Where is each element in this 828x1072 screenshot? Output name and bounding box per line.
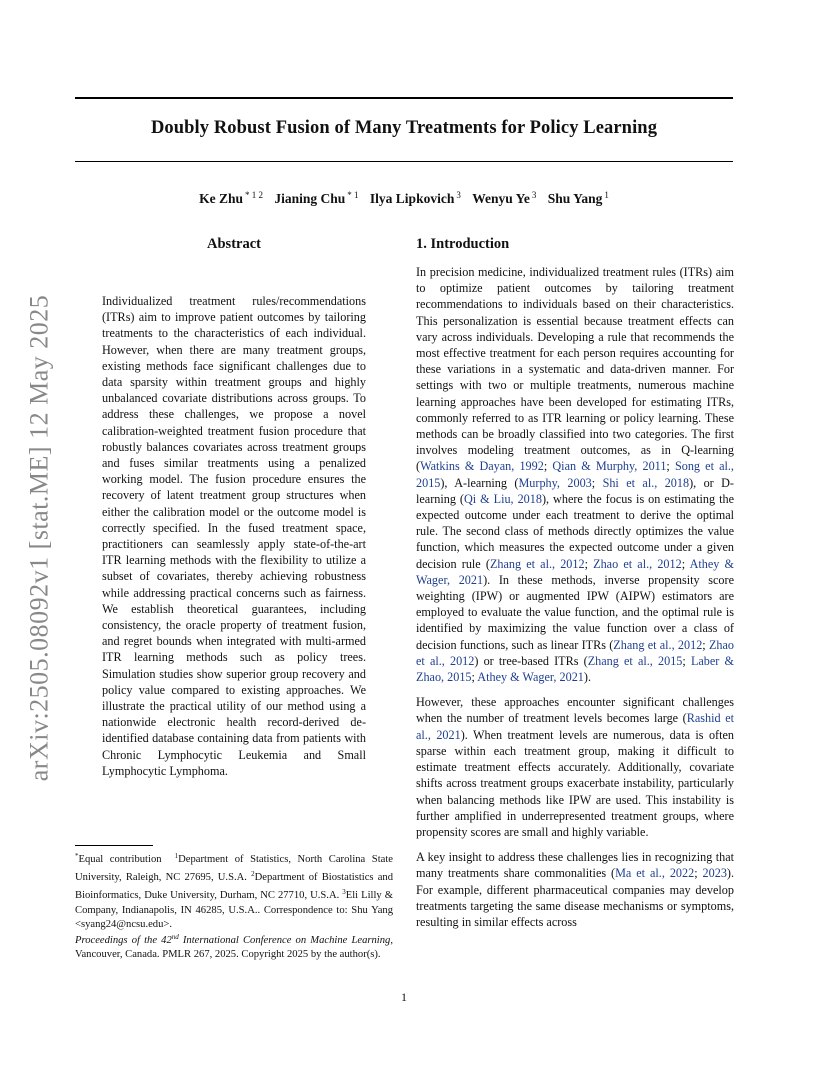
abstract-heading: Abstract: [207, 236, 261, 252]
intro-text: However, these approaches encounter significant challenges when the number of treatment levels becomes large (: [416, 695, 734, 726]
footnote-rule: [75, 845, 153, 846]
citation-link[interactable]: Zhao et al., 2012: [593, 556, 682, 571]
citation-link[interactable]: Watkins & Dayan, 1992: [420, 459, 544, 474]
author-list: [75, 190, 733, 207]
footnote: *Equal contribution $^1$Department of Statistics, North Carolina State University, Raleigh, NC 27695, U.S.A. $^2$Department of Biostatistics and Bioinformatics, Duke University, Durham, NC 27710, U.S.A. $^3$Eli Lilly & Company, Indianapolis, IN 46285, U.S.A.. Correspondence to: Shu Yang <syang24@ncsu.edu>.: [75, 852, 393, 930]
intro-text: In precision medicine, individualized treatment rules (ITRs) aim to optimize patient outcomes by tailoring treatment recommendations to individuals based on their characteristics. This personalization is essential because treatment effects can vary across individuals. Developing a rule that recommends the most effective treatment for each person requires accounting for these variations in a systematic and data-driven manner. For settings with two or multiple treatments, numerous machine learning approaches have been developed for estimating ITRs, commonly referred to as ITR learning or policy learning. These methods can be broadly classified into two categories. The first involves modeling treatment outcomes, as in Q-learning (: [416, 265, 734, 474]
intro-text: ;: [702, 637, 709, 652]
intro-text: ), or D-learning (: [416, 475, 734, 506]
intro-text: A key insight to address these challenges lies in recognizing that many treatments share commonalities (: [416, 850, 734, 881]
paper-title: Doubly Robust Fusion of Many Treatments for Policy Learning: [150, 118, 658, 138]
citation-link[interactable]: Qi & Liu, 2018: [463, 491, 542, 506]
citation-link[interactable]: Ma et al., 2022: [615, 866, 695, 881]
author: Ke Zhu $^{* 1 2}$: [199, 190, 263, 206]
intro-text: ;: [694, 866, 703, 881]
introduction-body: [416, 264, 734, 939]
proceedings-note: Proceedings of the 42nd International Conference on Machine Learning, Vancouver, Canada. PMLR 267, 2025. Copyright 2025 by the author(s).: [75, 933, 393, 961]
author: Wenyu Ye $^3$: [472, 190, 537, 206]
citation-link[interactable]: Zhang et al., 2012: [613, 637, 703, 652]
citation-link[interactable]: Zhang et al., 2015: [587, 653, 683, 668]
author: Jianing Chu $^{* 1}$: [274, 190, 359, 206]
citation-link[interactable]: Shi et al., 2018: [602, 475, 690, 490]
citation-link[interactable]: Qian & Murphy, 2011: [552, 459, 667, 474]
author: Shu Yang $^1$: [547, 190, 609, 206]
page-number: 1: [401, 990, 407, 1004]
intro-text: ).: [583, 670, 592, 685]
intro-text: ) or tree-based ITRs (: [474, 653, 588, 668]
citation-link[interactable]: Zhao et al., 2012: [416, 637, 734, 668]
citation-link[interactable]: Rashid et al., 2021: [416, 711, 734, 742]
intro-paragraph-2: [416, 694, 734, 840]
intro-text: ), A-learning (: [440, 475, 519, 490]
intro-text: ). In these methods, inverse propensity score weighting (IPW) or augmented IPW (AIPW) estimators are employed to evaluate the value function, and the optimal rule is identified by maximizing the value function over a class of decision functions, such as linear ITRs (: [416, 572, 734, 652]
intro-text: ;: [666, 459, 675, 474]
intro-text: ;: [584, 556, 594, 571]
intro-text: ;: [682, 653, 691, 668]
title-bottom-rule: [75, 161, 733, 162]
introduction-heading: 1. Introduction: [416, 236, 510, 252]
intro-text: ). For example, different pharmaceutical companies may develop treatments targeting the same disease mechanisms or symptoms, resulting in similar effects across: [416, 866, 735, 929]
citation-link[interactable]: Athey & Wager, 2021: [416, 556, 734, 587]
intro-text: ;: [681, 556, 690, 571]
intro-text: ;: [591, 475, 603, 490]
intro-text: ;: [471, 670, 478, 685]
citation-link[interactable]: Zhang et al., 2012: [489, 556, 585, 571]
intro-paragraph-3: [416, 849, 734, 930]
citation-link[interactable]: Athey & Wager, 2021: [477, 670, 584, 685]
intro-paragraph-1: [416, 264, 734, 685]
title-top-rule: [75, 97, 733, 99]
abstract-body: Individualized treatment rules/recommendations (ITRs) aim to improve patient outcomes by tailoring treatments to the characteristics of each individual. However, when there are many treatment groups, existing methods face significant challenges due to data sparsity within treatment groups and highly unbalanced covariate distributions across groups. To address these challenges, we propose a novel calibration-weighted treatment fusion procedure that robustly balances covariates across treatment groups and fuses similar treatments using a penalized working model. The fusion procedure ensures the recovery of latent treatment group structures when either the calibration model or the outcome model is correctly specified. In the fused treatment space, practitioners can seamlessly apply state-of-the-art ITR learning methods with the flexibility to utilize a subset of covariates, thereby achieving robustness while addressing practical concerns such as fairness. We establish theoretical guarantees, including consistency, the oracle property of treatment fusion, and regret bounds when integrated with multi-armed ITR learning methods such as policy trees. Simulation studies show superior group recovery and policy value compared to existing approaches. We illustrate the practical utility of our method using a nationwide electronic health record-derived de-identified database containing data from patients with Chronic Lymphocytic Leukemia and Small Lymphocytic Lymphoma.: [102, 294, 366, 778]
citation-link[interactable]: Laber & Zhao, 2015: [416, 653, 734, 685]
citation-link[interactable]: Murphy, 2003: [518, 475, 592, 490]
intro-text: ;: [543, 459, 553, 474]
citation-link[interactable]: 2023: [702, 866, 727, 881]
intro-text: ). When treatment levels are numerous, data is often sparse within each treatment group, making it difficult to estimate treatment effects accurately. Additionally, covariate shifts across treatment groups exacerbate instability, particularly when balancing methods like IPW are used. This instability is further amplified in underrepresented treatment groups, where propensity scores are small and highly variable.: [416, 727, 735, 839]
author: Ilya Lipkovich $^3$: [369, 190, 461, 206]
arxiv-side-label: arXiv:2505.08092v1 [stat.ME] 12 May 2025: [24, 294, 54, 782]
intro-text: ), where the focus is on estimating the expected outcome under each treatment to derive the optimal rule. The second class of methods directly optimizes the value function, which measures the expected outcome under a given decision rule (: [416, 491, 734, 571]
citation-link[interactable]: Song et al., 2015: [416, 459, 734, 490]
